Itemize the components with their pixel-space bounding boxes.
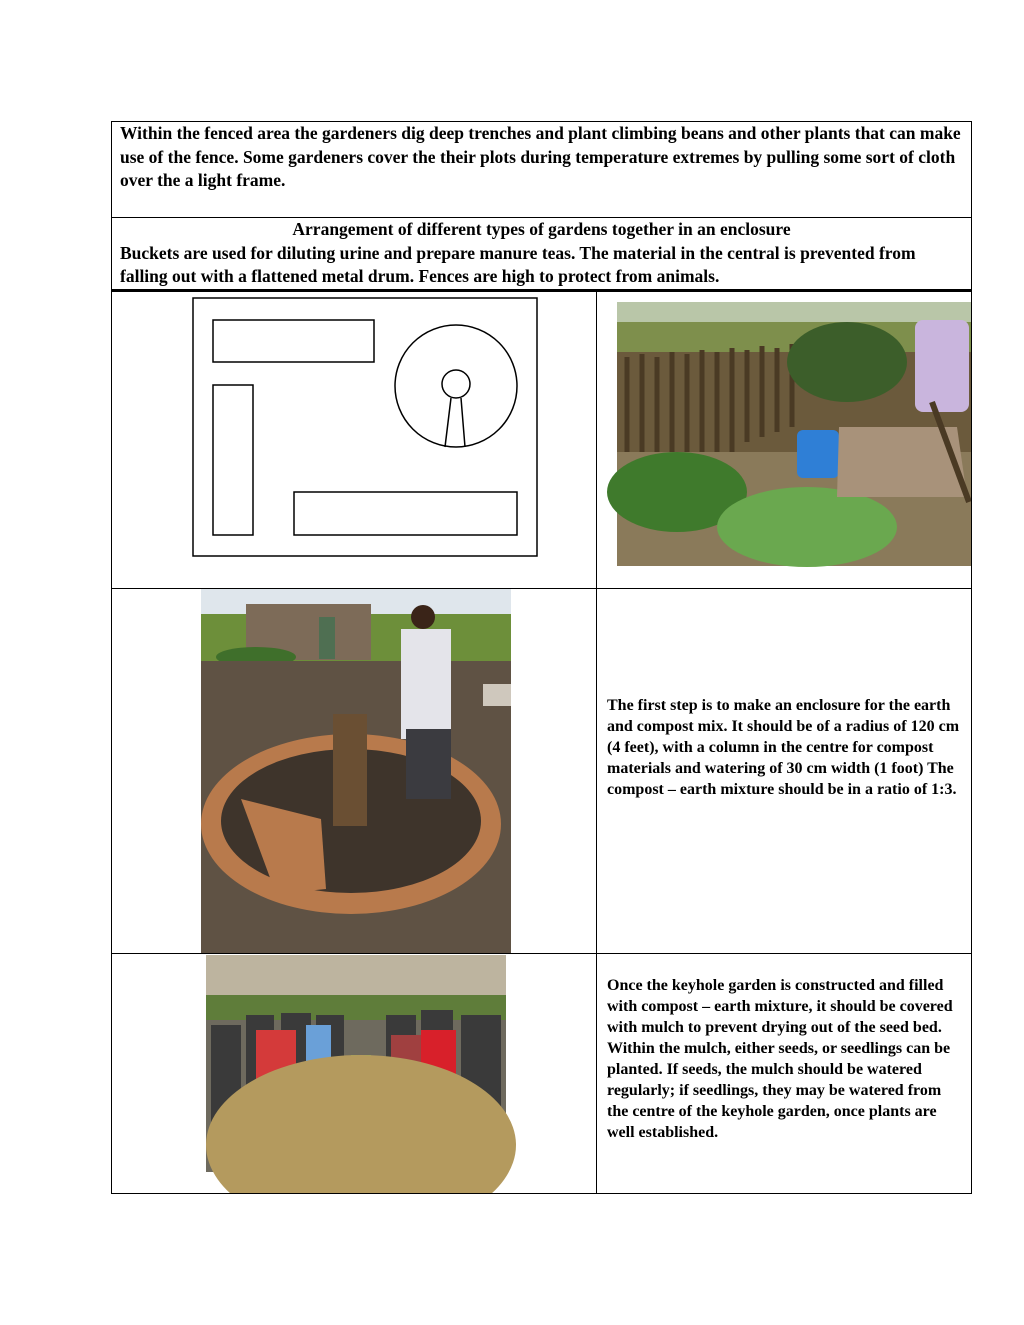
intro-cell [111,121,972,218]
enclosure-layout-diagram [112,292,597,588]
intro-text: Within the fenced area the gardeners dig deep trenches and plant climbing beans and other plants that can make use of the fence. Some gardeners cover the their plots during temperature extremes by pulling some sort of cloth over the a light frame. [120,123,961,190]
document-page [111,121,972,1194]
table-row [112,954,971,1193]
mulched-keyhole-garden-photo [112,954,597,1193]
photo-cell [112,589,597,953]
arrangement-title: Arrangement of different types of gardens together in an enclosure [292,219,791,239]
photo-cell [597,292,971,588]
fenced-garden-photo [597,292,971,588]
diagram-cell [112,292,597,588]
step-one-text: The first step is to make an enclosure for the earth and compost mix. It should be of a radius of 120 cm (4 feet), with a column in the centre for compost materials and watering of 30 cm width (1 foot) The compost – earth mixture should be in a ratio of 1:3. [607,697,960,798]
keyhole-enclosure-construction-photo [112,589,597,953]
content-table [111,290,972,1194]
table-row [112,292,971,589]
text-cell [597,589,971,953]
arrangement-cell [111,218,972,290]
arrangement-text: Buckets are used for diluting urine and prepare manure teas. The material in the central is prevented from falling out with a flattened metal drum. Fences are high to protect from animals. [120,242,916,286]
photo-cell [112,954,597,1193]
table-row [112,589,971,954]
text-cell [597,954,971,1193]
step-two-text: Once the keyhole garden is constructed and filled with compost – earth mixture, it should be covered with mulch to prevent drying out of the seed bed. Within the mulch, either seeds, or seedlings can be planted. If seeds, the mulch should be watered regularly; if seedlings, they may be watered from the centre of the keyhole garden, once plants are well established. [607,977,953,1141]
